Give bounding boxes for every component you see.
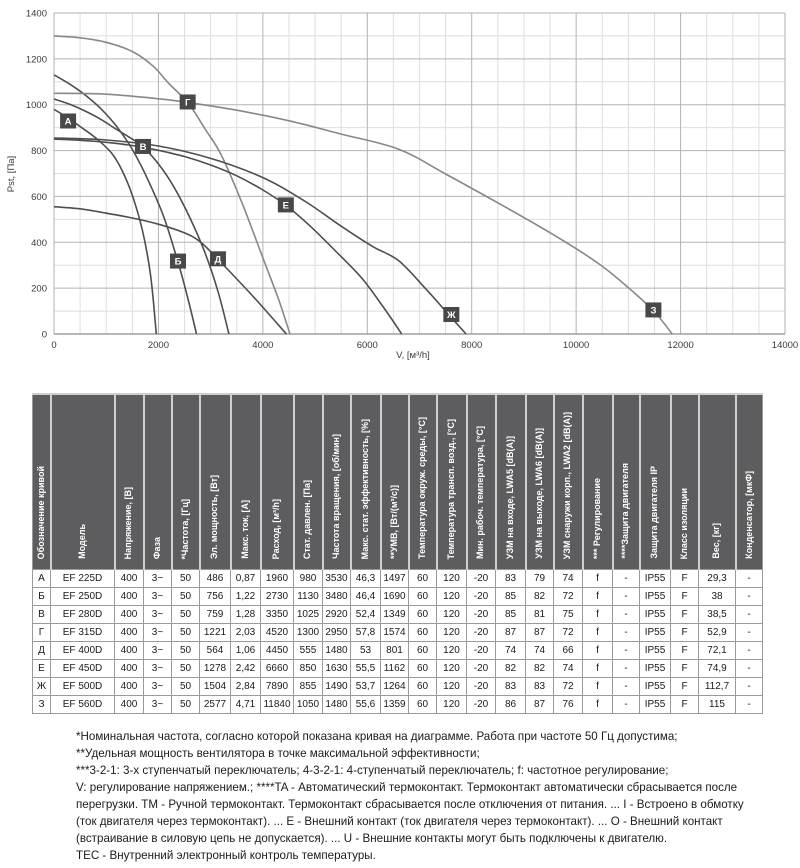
col-header-8 bbox=[294, 394, 323, 570]
table-cell: 74 bbox=[554, 570, 583, 588]
table-cell: 4520 bbox=[261, 624, 294, 642]
table-cell: EF 280D bbox=[51, 606, 115, 624]
table-cell: F bbox=[671, 660, 699, 678]
table-cell: 50 bbox=[172, 660, 200, 678]
spec-table bbox=[32, 393, 763, 714]
table-cell: 60 bbox=[409, 570, 437, 588]
fan-performance-chart bbox=[0, 0, 800, 375]
x-tick-label: 10000 bbox=[562, 340, 590, 351]
table-cell: IP55 bbox=[640, 570, 671, 588]
table-cell: 11840 bbox=[261, 696, 294, 714]
table-cell: 38 bbox=[699, 588, 736, 606]
table-cell: 50 bbox=[172, 588, 200, 606]
table-cell: 400 bbox=[115, 624, 144, 642]
table-cell: 2,42 bbox=[231, 660, 261, 678]
col-header-label: Температура окруж. среды, [°C] bbox=[416, 417, 427, 559]
table-cell: 400 bbox=[115, 642, 144, 660]
table-cell: 3~ bbox=[144, 678, 172, 696]
table-cell: 83 bbox=[526, 678, 554, 696]
table-cell: 120 bbox=[437, 660, 467, 678]
table-cell: 46,4 bbox=[351, 588, 381, 606]
table-cell: 980 bbox=[294, 570, 323, 588]
y-tick-label: 400 bbox=[31, 237, 47, 249]
table-cell: IP55 bbox=[640, 696, 671, 714]
table-cell: EF 450D bbox=[51, 660, 115, 678]
table-cell: 486 bbox=[200, 570, 231, 588]
table-cell: 1,28 bbox=[231, 606, 261, 624]
col-header-label: Расход, [м³/h] bbox=[271, 498, 282, 559]
table-cell: 50 bbox=[172, 606, 200, 624]
table-cell: 120 bbox=[437, 678, 467, 696]
table-cell: 50 bbox=[172, 624, 200, 642]
table-cell: 0,87 bbox=[231, 570, 261, 588]
table-cell: 2577 bbox=[200, 696, 231, 714]
table-cell: F bbox=[671, 570, 699, 588]
table-cell: 3~ bbox=[144, 642, 172, 660]
col-header-label: ****Защита двигателя bbox=[620, 463, 631, 559]
table-cell: f bbox=[583, 696, 613, 714]
y-tick-label: 600 bbox=[31, 191, 47, 203]
col-header-10 bbox=[351, 394, 381, 570]
col-header-1 bbox=[51, 394, 115, 570]
table-cell: 1349 bbox=[381, 606, 409, 624]
table-cell: 1025 bbox=[294, 606, 323, 624]
x-tick-label: 8000 bbox=[461, 340, 483, 351]
table-cell: 400 bbox=[115, 678, 144, 696]
table-cell: 50 bbox=[172, 570, 200, 588]
col-header-label: Стат. давлен. [Па] bbox=[302, 479, 313, 559]
table-cell: -20 bbox=[467, 696, 496, 714]
y-tick-label: 800 bbox=[31, 146, 47, 158]
table-cell: 3530 bbox=[323, 570, 351, 588]
table-cell: 60 bbox=[409, 606, 437, 624]
curve-label-А: А bbox=[64, 116, 72, 128]
table-cell: - bbox=[736, 588, 763, 606]
table-cell: 53,7 bbox=[351, 678, 381, 696]
table-cell: В bbox=[33, 606, 51, 624]
table-cell: 60 bbox=[409, 588, 437, 606]
table-header-row bbox=[33, 394, 763, 570]
col-header-label: Вес, [кг] bbox=[711, 523, 722, 559]
table-cell: Ж bbox=[33, 678, 51, 696]
x-axis-title: V, [м³/h] bbox=[396, 350, 430, 361]
col-header-11 bbox=[381, 394, 409, 570]
table-cell: 86 bbox=[496, 696, 526, 714]
table-cell: -20 bbox=[467, 660, 496, 678]
table-cell: 759 bbox=[200, 606, 231, 624]
table-cell: f bbox=[583, 678, 613, 696]
table-cell: 120 bbox=[437, 588, 467, 606]
footnote-line: перегрузки. TM - Ручной термоконтакт. Термоконтакт сбрасывается после отключения от питания. ... I - Встроено в обмотку bbox=[76, 798, 744, 811]
table-cell: 46,3 bbox=[351, 570, 381, 588]
table-cell: 29,3 bbox=[699, 570, 736, 588]
table-cell: 4450 bbox=[261, 642, 294, 660]
col-header-label: Макс. ток, [А] bbox=[239, 500, 250, 559]
table-cell: 60 bbox=[409, 642, 437, 660]
table-cell: Д bbox=[33, 642, 51, 660]
table-cell: 1264 bbox=[381, 678, 409, 696]
table-cell: F bbox=[671, 624, 699, 642]
col-header-label: Класс изоляции bbox=[678, 487, 689, 559]
y-tick-label: 200 bbox=[31, 283, 47, 295]
table-cell: 112,7 bbox=[699, 678, 736, 696]
table-cell: 1480 bbox=[323, 696, 351, 714]
col-header-23 bbox=[736, 394, 763, 570]
table-cell: 400 bbox=[115, 588, 144, 606]
col-header-4 bbox=[172, 394, 200, 570]
table-cell: 75 bbox=[554, 606, 583, 624]
table-row-Г bbox=[33, 624, 763, 642]
table-cell: 74 bbox=[554, 660, 583, 678]
table-cell: -20 bbox=[467, 588, 496, 606]
footnote-line: **Удельная мощность вентилятора в точке максимальной эффективности; bbox=[76, 747, 480, 760]
table-cell: - bbox=[736, 678, 763, 696]
table-cell: 1480 bbox=[323, 642, 351, 660]
table-cell: 3~ bbox=[144, 696, 172, 714]
table-cell: 81 bbox=[526, 606, 554, 624]
curve-label-Е: Е bbox=[282, 200, 290, 212]
table-cell: 57,8 bbox=[351, 624, 381, 642]
table-cell: 400 bbox=[115, 696, 144, 714]
table-cell: - bbox=[736, 696, 763, 714]
table-cell: -20 bbox=[467, 624, 496, 642]
x-tick-label: 6000 bbox=[356, 340, 378, 351]
table-cell: F bbox=[671, 678, 699, 696]
table-row-Б bbox=[33, 588, 763, 606]
x-tick-label: 4000 bbox=[252, 340, 274, 351]
table-cell: 2,03 bbox=[231, 624, 261, 642]
x-tick-label: 2000 bbox=[147, 340, 169, 351]
table-cell: Б bbox=[33, 588, 51, 606]
x-tick-label: 12000 bbox=[667, 340, 694, 351]
table-cell: 1690 bbox=[381, 588, 409, 606]
table-cell: - bbox=[736, 660, 763, 678]
table-cell: 74 bbox=[526, 642, 554, 660]
col-header-21 bbox=[671, 394, 699, 570]
col-header-19 bbox=[613, 394, 640, 570]
col-header-label: УЗМ на входе, LWA5 [dB(A)] bbox=[504, 435, 515, 559]
y-axis-title: Pst, [Па] bbox=[6, 155, 17, 193]
table-cell: - bbox=[613, 660, 640, 678]
table-cell: 564 bbox=[200, 642, 231, 660]
table-cell: 55,6 bbox=[351, 696, 381, 714]
col-header-0 bbox=[33, 394, 51, 570]
table-cell: F bbox=[671, 606, 699, 624]
col-header-5 bbox=[200, 394, 231, 570]
col-header-22 bbox=[699, 394, 736, 570]
col-header-3 bbox=[144, 394, 172, 570]
table-cell: 1490 bbox=[323, 678, 351, 696]
col-header-label: УЗМ снаружи корп., LWA2 [dB(A)] bbox=[562, 411, 573, 559]
table-cell: -20 bbox=[467, 642, 496, 660]
curve-З bbox=[54, 93, 672, 334]
table-cell: f bbox=[583, 606, 613, 624]
table-cell: IP55 bbox=[640, 588, 671, 606]
table-cell: Г bbox=[33, 624, 51, 642]
table-cell: 1050 bbox=[294, 696, 323, 714]
table-cell: -20 bbox=[467, 570, 496, 588]
table-cell: 7890 bbox=[261, 678, 294, 696]
col-header-label: УЗМ на выходе, LWA6 [dB(A)] bbox=[533, 428, 544, 559]
table-cell: 74,9 bbox=[699, 660, 736, 678]
table-cell: 60 bbox=[409, 678, 437, 696]
table-cell: EF 315D bbox=[51, 624, 115, 642]
table-cell: EF 250D bbox=[51, 588, 115, 606]
col-header-label: Модель bbox=[76, 524, 87, 559]
table-cell: 1497 bbox=[381, 570, 409, 588]
col-header-label: Частота вращения, [об/мин] bbox=[330, 434, 341, 559]
table-cell: 120 bbox=[437, 642, 467, 660]
curve-label-Б: Б bbox=[174, 256, 182, 268]
y-tick-label: 1200 bbox=[25, 54, 47, 66]
table-cell: - bbox=[613, 642, 640, 660]
table-cell: 1630 bbox=[323, 660, 351, 678]
col-header-label: *** Регулирование bbox=[591, 477, 602, 559]
col-header-2 bbox=[115, 394, 144, 570]
table-cell: - bbox=[736, 570, 763, 588]
table-cell: -20 bbox=[467, 678, 496, 696]
table-cell: 120 bbox=[437, 696, 467, 714]
table-cell: 1960 bbox=[261, 570, 294, 588]
table-cell: 1574 bbox=[381, 624, 409, 642]
col-header-15 bbox=[496, 394, 526, 570]
table-cell: 72 bbox=[554, 678, 583, 696]
table-row-Е bbox=[33, 660, 763, 678]
table-cell: f bbox=[583, 660, 613, 678]
table-cell: 400 bbox=[115, 660, 144, 678]
table-cell: 50 bbox=[172, 678, 200, 696]
table-cell: 60 bbox=[409, 696, 437, 714]
table-cell: IP55 bbox=[640, 606, 671, 624]
table-cell: А bbox=[33, 570, 51, 588]
footnote-line: (встраивание в силовую цепь не допускается). ... U - Внешние контакты могут быть подключены к двигателю. bbox=[76, 832, 668, 845]
table-row-Д bbox=[33, 642, 763, 660]
table-cell: 1359 bbox=[381, 696, 409, 714]
col-header-16 bbox=[526, 394, 554, 570]
table-cell: 50 bbox=[172, 696, 200, 714]
table-cell: 6660 bbox=[261, 660, 294, 678]
table-cell: 120 bbox=[437, 624, 467, 642]
table-row-З bbox=[33, 696, 763, 714]
col-header-label: Конденсатор, [мкФ] bbox=[743, 471, 754, 559]
col-header-20 bbox=[640, 394, 671, 570]
table-cell: 1504 bbox=[200, 678, 231, 696]
table-cell: 85 bbox=[496, 606, 526, 624]
table-cell: 120 bbox=[437, 606, 467, 624]
table-cell: 52,4 bbox=[351, 606, 381, 624]
table-cell: Е bbox=[33, 660, 51, 678]
table-cell: 72 bbox=[554, 624, 583, 642]
table-cell: 2,84 bbox=[231, 678, 261, 696]
table-cell: - bbox=[613, 606, 640, 624]
table-cell: 72 bbox=[554, 588, 583, 606]
table-cell: - bbox=[736, 642, 763, 660]
table-cell: 74 bbox=[496, 642, 526, 660]
footnote-line: (ток двигателя через термоконтакт). ... E - Внешний контакт (ток двигателя через термоконтакт). ... O - Внешний контакт bbox=[76, 815, 723, 828]
table-cell: 83 bbox=[496, 678, 526, 696]
table-cell: - bbox=[613, 696, 640, 714]
col-header-label: *Частота, [Гц] bbox=[179, 498, 190, 559]
table-cell: f bbox=[583, 642, 613, 660]
table-cell: 82 bbox=[496, 660, 526, 678]
table-cell: F bbox=[671, 642, 699, 660]
table-cell: 1221 bbox=[200, 624, 231, 642]
table-cell: 4,71 bbox=[231, 696, 261, 714]
footnotes bbox=[76, 728, 766, 864]
table-cell: 87 bbox=[526, 696, 554, 714]
table-cell: З bbox=[33, 696, 51, 714]
table-cell: 3350 bbox=[261, 606, 294, 624]
table-cell: 85 bbox=[496, 588, 526, 606]
table-cell: IP55 bbox=[640, 678, 671, 696]
table-cell: -20 bbox=[467, 606, 496, 624]
curve-label-Д: Д bbox=[214, 254, 222, 266]
x-tick-label: 0 bbox=[51, 340, 57, 351]
curve-label-Ж: Ж bbox=[447, 310, 456, 322]
table-cell: - bbox=[613, 678, 640, 696]
col-header-12 bbox=[409, 394, 437, 570]
table-cell: 2730 bbox=[261, 588, 294, 606]
table-cell: 2950 bbox=[323, 624, 351, 642]
table-cell: EF 560D bbox=[51, 696, 115, 714]
table-cell: 72,1 bbox=[699, 642, 736, 660]
table-cell: EF 225D bbox=[51, 570, 115, 588]
table-cell: 82 bbox=[526, 660, 554, 678]
table-cell: F bbox=[671, 588, 699, 606]
table-cell: 87 bbox=[496, 624, 526, 642]
table-cell: 52,9 bbox=[699, 624, 736, 642]
table-cell: 87 bbox=[526, 624, 554, 642]
table-cell: 82 bbox=[526, 588, 554, 606]
table-cell: 120 bbox=[437, 570, 467, 588]
table-cell: 66 bbox=[554, 642, 583, 660]
table-cell: IP55 bbox=[640, 642, 671, 660]
curve-label-В: В bbox=[139, 141, 147, 153]
col-header-label: **УМВ, [Вт/(м³/с)] bbox=[388, 484, 399, 559]
table-cell: - bbox=[613, 570, 640, 588]
table-cell: 115 bbox=[699, 696, 736, 714]
col-header-7 bbox=[261, 394, 294, 570]
col-header-14 bbox=[467, 394, 496, 570]
table-cell: IP55 bbox=[640, 660, 671, 678]
table-row-Ж bbox=[33, 678, 763, 696]
table-cell: f bbox=[583, 588, 613, 606]
footnote-line: ***3-2-1: 3-х ступенчатый переключатель; 4-3-2-1: 4-ступенчатый переключатель; f: частотное регулирование; bbox=[76, 764, 669, 777]
table-cell: 83 bbox=[496, 570, 526, 588]
col-header-6 bbox=[231, 394, 261, 570]
table-cell: 801 bbox=[381, 642, 409, 660]
footnote-line: *Номинальная частота, согласно которой показана кривая на диаграмме. Работа при частоте 50 Гц допустима; bbox=[76, 730, 678, 743]
col-header-label: Температура трансп. возд., [°C] bbox=[445, 418, 456, 559]
table-cell: 1162 bbox=[381, 660, 409, 678]
col-header-13 bbox=[437, 394, 467, 570]
table-cell: 1,06 bbox=[231, 642, 261, 660]
table-cell: 855 bbox=[294, 678, 323, 696]
y-tick-label: 0 bbox=[41, 329, 47, 341]
table-cell: - bbox=[613, 588, 640, 606]
table-cell: 79 bbox=[526, 570, 554, 588]
curve-label-Г: Г bbox=[184, 97, 191, 109]
table-cell: IP55 bbox=[640, 624, 671, 642]
col-header-label: Мин. рабоч. температура, [°C] bbox=[475, 425, 486, 559]
table-cell: 53 bbox=[351, 642, 381, 660]
table-cell: - bbox=[736, 606, 763, 624]
table-cell: 1,22 bbox=[231, 588, 261, 606]
col-header-label: Эл. мощность, [Вт] bbox=[209, 474, 220, 559]
table-cell: 1130 bbox=[294, 588, 323, 606]
table-cell: 400 bbox=[115, 606, 144, 624]
y-tick-label: 1000 bbox=[25, 100, 47, 112]
table-row-В bbox=[33, 606, 763, 624]
table-cell: f bbox=[583, 624, 613, 642]
col-header-9 bbox=[323, 394, 351, 570]
table-cell: 850 bbox=[294, 660, 323, 678]
table-cell: 3~ bbox=[144, 570, 172, 588]
col-header-label: Фаза bbox=[151, 536, 162, 559]
table-cell: 3~ bbox=[144, 624, 172, 642]
table-cell: 55,5 bbox=[351, 660, 381, 678]
col-header-17 bbox=[554, 394, 583, 570]
table-cell: 3480 bbox=[323, 588, 351, 606]
x-tick-label: 14000 bbox=[771, 340, 799, 351]
col-header-label: Защита двигателя IP bbox=[649, 466, 660, 559]
table-cell: 400 bbox=[115, 570, 144, 588]
table-cell: f bbox=[583, 570, 613, 588]
footnote-line: TEC - Внутренний электронный контроль температуры. bbox=[76, 849, 376, 862]
table-cell: 1300 bbox=[294, 624, 323, 642]
table-cell: - bbox=[736, 624, 763, 642]
table-cell: 60 bbox=[409, 660, 437, 678]
footnote-line: V: регулирование напряжением.; ****TA - Автоматический термоконтакт. Термоконтакт автоматически сбрасывается после bbox=[76, 781, 738, 794]
table-row-А bbox=[33, 570, 763, 588]
table-cell: 3~ bbox=[144, 588, 172, 606]
table-cell: 50 bbox=[172, 642, 200, 660]
table-cell: 2920 bbox=[323, 606, 351, 624]
y-tick-label: 1400 bbox=[25, 8, 47, 20]
table-cell: F bbox=[671, 696, 699, 714]
table-cell: 555 bbox=[294, 642, 323, 660]
table-cell: - bbox=[613, 624, 640, 642]
curve-label-З: З bbox=[650, 305, 657, 317]
table-cell: 3~ bbox=[144, 606, 172, 624]
col-header-label: Макс. стат. эффективность, [%] bbox=[359, 418, 370, 559]
col-header-18 bbox=[583, 394, 613, 570]
table-cell: 3~ bbox=[144, 660, 172, 678]
table-cell: 1278 bbox=[200, 660, 231, 678]
table-cell: 756 bbox=[200, 588, 231, 606]
table-cell: 38,5 bbox=[699, 606, 736, 624]
table-cell: EF 500D bbox=[51, 678, 115, 696]
col-header-label: Напряжение, [В] bbox=[123, 486, 134, 559]
table-cell: EF 400D bbox=[51, 642, 115, 660]
table-cell: 60 bbox=[409, 624, 437, 642]
table-cell: 76 bbox=[554, 696, 583, 714]
col-header-label: Обозначение кривой bbox=[35, 465, 46, 559]
